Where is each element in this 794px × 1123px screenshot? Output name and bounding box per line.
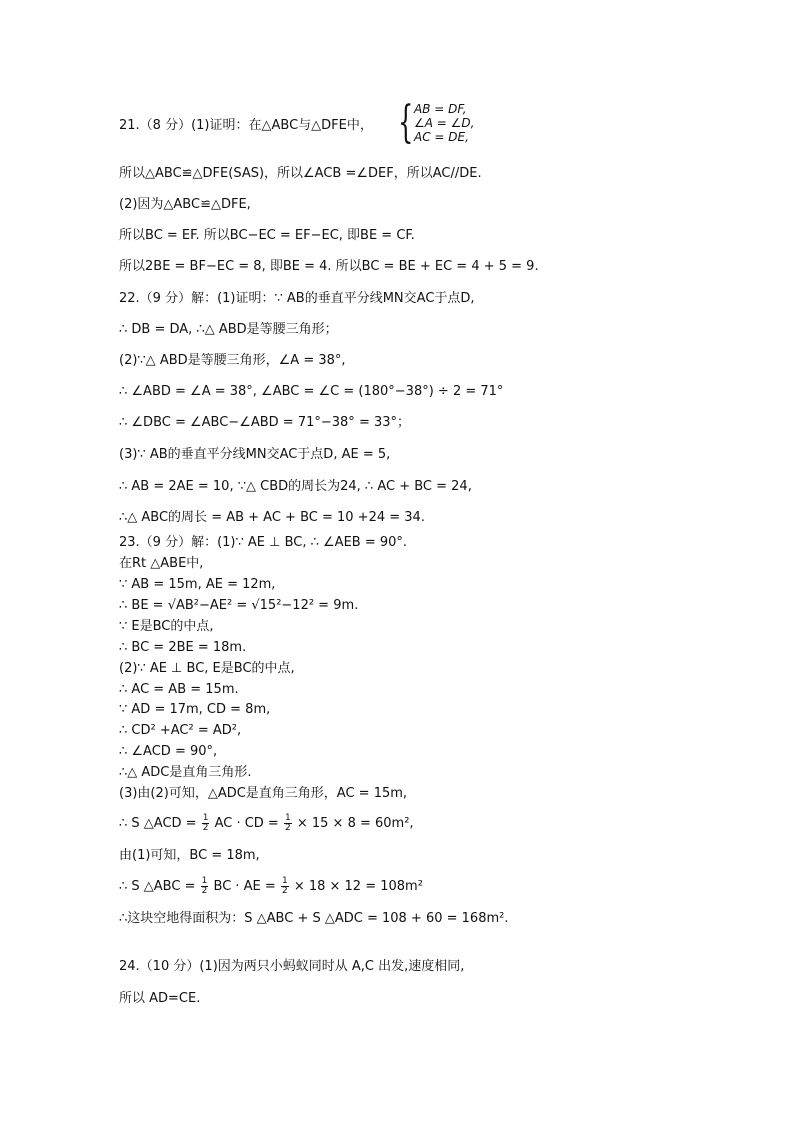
fraction-half: $\frac{1}{2}$ [202, 813, 209, 833]
q23-line-2: 在Rt △ABE中, [119, 556, 204, 571]
q22-line-2: ∴ DB = DA, ∴△ ABD是等腰三角形； [119, 322, 338, 337]
system-line-2: ∠A = ∠D, [414, 116, 475, 130]
q23-line-7: (2)∵ AE ⊥ BC, E是BC的中点, [119, 661, 295, 676]
q21-line-3: (2)因为△ABC≌△DFE, [119, 197, 251, 212]
system-line-3: AC = DE, [414, 130, 469, 144]
q21-line-2: 所以△ABC≌△DFE(SAS)，所以∠ACB =∠DEF，所以AC//DE. [119, 166, 482, 181]
q23-line-1: 23.（9 分）解：(1)∵ AE ⊥ BC, ∴ ∠AEB = 90°. [119, 535, 408, 550]
area-acd-result: × 15 × 8 = 60m², [296, 816, 414, 831]
q21-line-4: 所以BC = EF. 所以BC−EC = EF−EC, 即BE = CF. [119, 228, 415, 243]
area-acd-expr: AC · CD = [214, 816, 279, 831]
q23-line-17: ∴这块空地得面积为：S △ABC + S △ADC = 108 + 60 = 168m². [119, 911, 509, 926]
fraction-half: $\frac{1}{2}$ [201, 876, 208, 896]
q21-intro: 21.（8 分）(1)证明：在△ABC与△DFE中， [119, 118, 373, 133]
q22-line-1: 22.（9 分）解：(1)证明：∵ AB的垂直平分线MN交AC于点D, [119, 291, 475, 306]
area-acd-label: ∴ S △ACD = [119, 816, 197, 831]
q23-line-5: ∵ E是BC的中点, [119, 619, 214, 634]
q23-line-8: ∴ AC = AB = 15m. [119, 682, 239, 697]
area-abc-result: × 18 × 12 = 108m² [293, 879, 423, 894]
system-line-1: AB = DF, [414, 102, 467, 116]
q21-equation-system [398, 97, 478, 148]
q23-line-9: ∵ AD = 17m, CD = 8m, [119, 702, 271, 717]
q23-line-12: ∴△ ADC是直角三角形. [119, 765, 252, 780]
q24-line-1: 24.（10 分）(1)因为两只小蚂蚁同时从 A,C 出发,速度相同, [119, 959, 465, 974]
fraction-half: $\frac{1}{2}$ [281, 876, 288, 896]
q23-line-11: ∴ ∠ACD = 90°, [119, 744, 218, 759]
q21-line-5: 所以2BE = BF−EC = 8, 即BE = 4. 所以BC = BE + EC = 4 + 5 = 9. [119, 259, 539, 274]
q23-line-14 [119, 814, 414, 833]
q22-line-8: ∴△ ABC的周长 = AB + AC + BC = 10 +24 = 34. [119, 510, 425, 525]
q24-line-2: 所以 AD=CE. [119, 991, 201, 1006]
area-abc-expr: BC · AE = [213, 879, 276, 894]
brace-symbol: { [398, 97, 414, 148]
q23-line-6: ∴ BC = 2BE = 18m. [119, 640, 247, 655]
q23-line-3: ∵ AB = 15m, AE = 12m, [119, 577, 276, 592]
q22-line-6: (3)∵ AB的垂直平分线MN交AC于点D, AE = 5, [119, 447, 391, 462]
q22-line-4: ∴ ∠ABD = ∠A = 38°, ∠ABC = ∠C = (180°−38°) ÷ 2 = 71° [119, 384, 504, 399]
fraction-half: $\frac{1}{2}$ [284, 813, 291, 833]
q23-line-10: ∴ CD² +AC² = AD², [119, 723, 242, 738]
q22-line-7: ∴ AB = 2AE = 10, ∵△ CBD的周长为24, ∴ AC + BC = 24, [119, 479, 472, 494]
q23-line-4: ∴ BE = √AB²−AE² = √15²−12² = 9m. [119, 598, 359, 613]
q23-line-13: (3)由(2)可知，△ADC是直角三角形，AC = 15m, [119, 786, 408, 801]
q23-line-15: 由(1)可知，BC = 18m, [119, 848, 260, 863]
q23-line-16 [119, 877, 423, 896]
q22-line-5: ∴ ∠DBC = ∠ABC−∠ABD = 71°−38° = 33°； [119, 415, 411, 430]
area-abc-label: ∴ S △ABC = [119, 879, 196, 894]
q22-line-3: (2)∵△ ABD是等腰三角形，∠A = 38°, [119, 353, 346, 368]
